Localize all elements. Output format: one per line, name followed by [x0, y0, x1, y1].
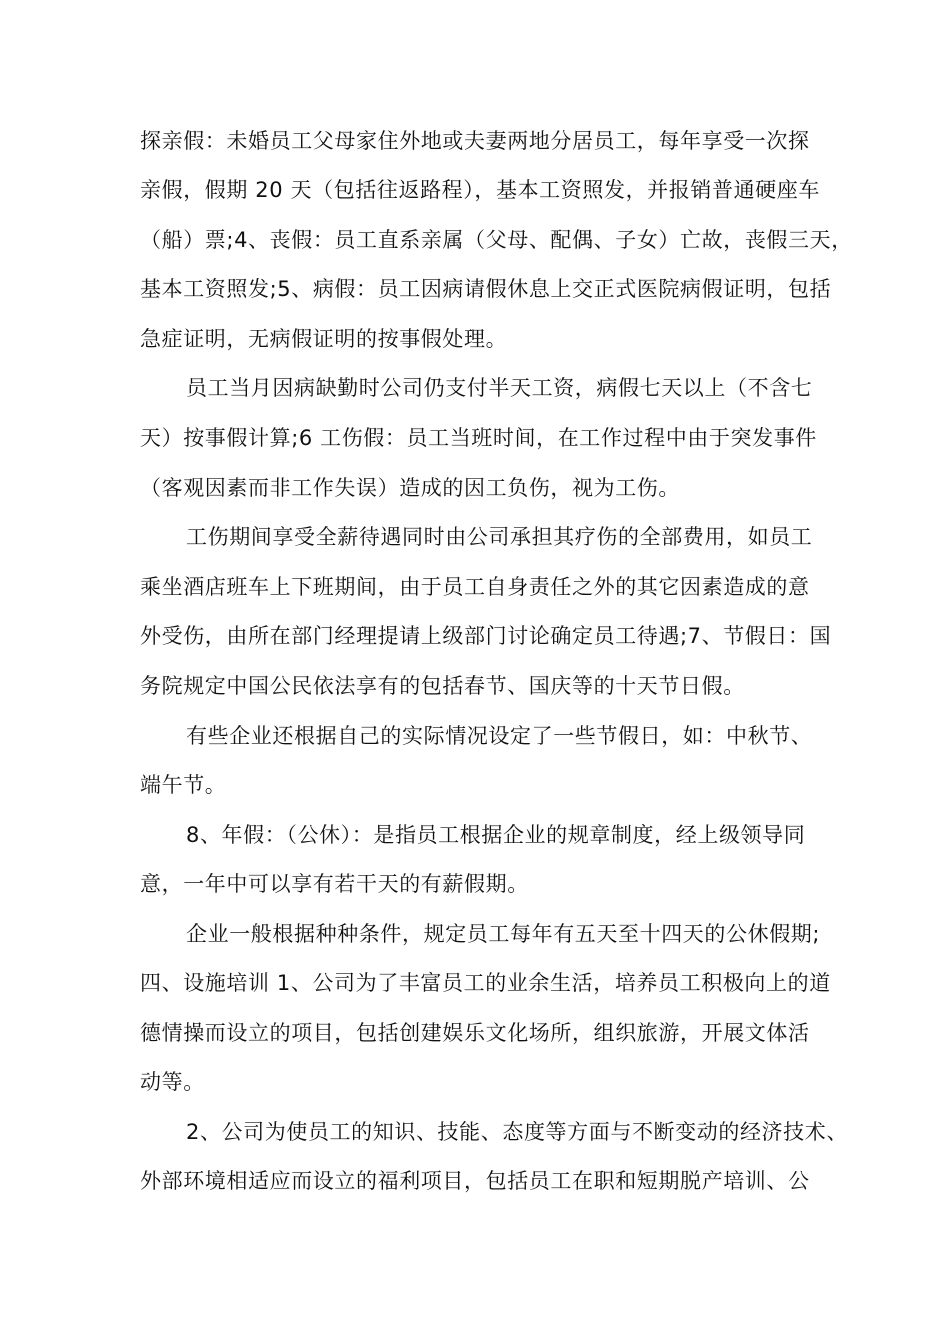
text-line: 动等。 — [140, 1070, 205, 1094]
text-line: 急症证明，无病假证明的按事假处理。 — [140, 327, 508, 351]
text-line: 企业一般根据种种条件，规定员工每年有五天至十四天的公休假期; — [186, 922, 821, 946]
text-line: 乘坐酒店班车上下班期间，由于员工自身责任之外的其它因素造成的意 — [140, 575, 810, 599]
text-line: 员工当月因病缺勤时公司仍支付半天工资，病假七天以上（不含七 — [186, 376, 813, 400]
text-line: （客观因素而非工作失误）造成的因工负伤，视为工伤。 — [140, 476, 680, 500]
text-line: 天）按事假计算;6 工伤假：员工当班时间，在工作过程中由于突发事件 — [140, 426, 817, 450]
text-line: 端午节。 — [140, 773, 227, 797]
text-line: 四、设施培训 1、公司为了丰富员工的业余生活，培养员工积极向上的道 — [140, 971, 831, 995]
text-line: 2、公司为使员工的知识、技能、态度等方面与不断变动的经济技术、 — [186, 1120, 848, 1144]
text-line: 工伤期间享受全薪待遇同时由公司承担其疗伤的全部费用，如员工 — [186, 525, 813, 549]
text-line: 探亲假：未婚员工父母家住外地或夫妻两地分居员工，每年享受一次探 — [140, 129, 810, 153]
text-line: 亲假，假期 20 天（包括往返路程），基本工资照发，并报销普通硬座车 — [140, 178, 820, 202]
text-line: 德情操而设立的项目，包括创建娱乐文化场所，组织旅游，开展文体活 — [140, 1021, 810, 1045]
text-line: 有些企业还根据自己的实际情况设定了一些节假日，如：中秋节、 — [186, 724, 813, 748]
text-line: （船）票;4、丧假：员工直系亲属（父母、配偶、子女）亡故，丧假三天， — [140, 228, 853, 252]
text-line: 外受伤，由所在部门经理提请上级部门讨论确定员工待遇;7、节假日：国 — [140, 624, 832, 648]
text-line: 外部环境相适应而设立的福利项目，包括员工在职和短期脱产培训、公 — [140, 1169, 810, 1193]
text-line: 8、年假：（公休）：是指员工根据企业的规章制度，经上级领导同 — [186, 823, 806, 847]
text-line: 意，一年中可以享有若干天的有薪假期。 — [140, 872, 529, 896]
text-line: 务院规定中国公民依法享有的包括春节、国庆等的十天节日假。 — [140, 674, 745, 698]
text-line: 基本工资照发;5、病假：员工因病请假休息上交正式医院病假证明，包括 — [140, 277, 832, 301]
